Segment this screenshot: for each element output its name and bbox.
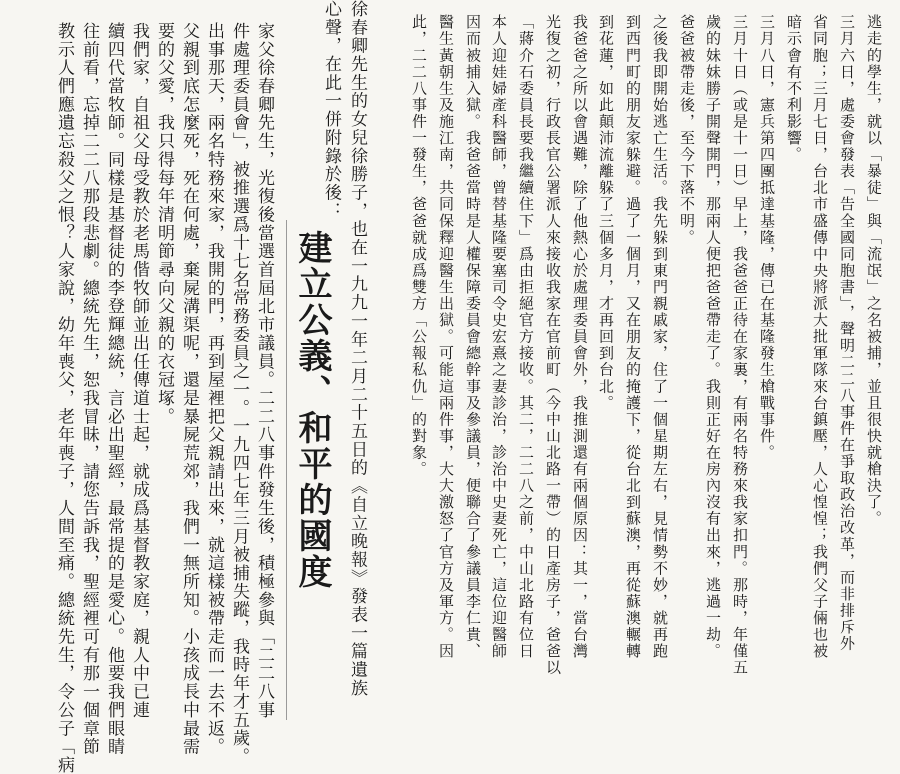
text-column: 「蔣介石委員長要我繼續住下」爲由拒絕官方接收。其二，二二八之前，中山北路有位日 bbox=[517, 14, 535, 660]
text-column: 件處理委員會」，被推選爲十七名常務委員之一。一九四七年三月被捕失蹤，我時年才五歲。 bbox=[229, 22, 249, 766]
text-column: 我們家，自祖父母受教於老馬偕牧師並出任傳道士起，就成爲基督教家庭，親人中已連 bbox=[129, 22, 149, 720]
text-column: 教示人們應遺忘殺父之恨？人家說，幼年喪父，老年喪子，人間至痛。總統先生，令公子「病 bbox=[54, 22, 74, 774]
text-column: 之後我即開始逃亡生活。我先躲到東門親戚家，住了一個星期左右，見情勢不妙，就再跑 bbox=[651, 14, 669, 660]
text-column: 因而被捕入獄。我爸爸當時是人權保障委員會總幹事及參議員，便聯合了參議員李仁貴、 bbox=[464, 14, 482, 660]
lead-column: 心聲，在此一併附錄於後： bbox=[321, 0, 341, 221]
text-column: 家父徐春卿先生，光復後當選首屆北市議員。二二八事件發生後，積極參與「二二八事 bbox=[254, 22, 274, 720]
text-column: 省同胞；三月七日，台北市盛傳中央將派大批軍隊來台鎮壓，人心惶惶；我們父子倆也被 bbox=[811, 14, 829, 660]
text-column: 出事那天，兩名特務來家，我開的門，再到屋裡把父親請出來，就這樣被帶走而一去不返。 bbox=[204, 22, 224, 756]
text-column: 光復之初，行政長官公署派人來接收我家在官前町（今中山北路一帶）的日產房子，爸爸以 bbox=[544, 14, 562, 676]
text-column: 我爸爸之所以會遇難，除了他熱心於處理委員會外，我推測還有兩個原因：其一，當台灣 bbox=[571, 14, 589, 660]
text-column: 父親到底怎麼死，死在何處，棄屍溝渠呢，還是暴屍荒郊，我們一無所知。小孩成長中最需 bbox=[179, 22, 199, 756]
text-column: 爸爸被帶走後，至今下落不明。 bbox=[678, 14, 696, 246]
text-column: 三月十日（或是十一日）早上，我爸爸正待在家裏，有兩名特務來我家扣門。那時，年僅五 bbox=[731, 14, 749, 676]
text-column: 暗示會有不利影響。 bbox=[785, 14, 803, 163]
text-column: 續四代當牧師。同樣是基督徒的李登輝總統，言必出聖經，最常提的是愛心。他要我們眼睛 bbox=[104, 22, 124, 756]
text-column: 要的父愛，我只得每年清明節尋向父親的衣冠塚。 bbox=[154, 22, 174, 426]
text-column: 到花蓮，如此顛沛流離躲了三個多月，才再回到台北。 bbox=[597, 14, 615, 412]
text-column: 本人迎娃婦產科醫師，曾替基隆要塞司令史宏熹之妻診治，診治中史妻死亡，這位迎醫師 bbox=[490, 14, 508, 660]
text-column: 往前看，忘掉二二八那段悲劇。總統先生，恕我冒昧，請您告訴我，聖經裡可有那一個章節 bbox=[79, 22, 99, 756]
text-column: 逃走的學生，就以「暴徒」與「流氓」之名被捕，並且很快就槍決了。 bbox=[865, 14, 883, 528]
divider bbox=[286, 220, 287, 720]
text-column: 歲的妹妹勝子開聲開門，那兩人便把爸爸帶走了。我則正好在房內沒有出來，逃過一劫。 bbox=[704, 14, 722, 660]
text-column: 三月八日，憲兵第四團抵達基隆，傳已在基隆發生槍戰事件。 bbox=[758, 14, 776, 461]
text-column: 三月六日，處委會發表「告全國同胞書」，聲明二二八事件在爭取政治改革，而非排斥外 bbox=[838, 14, 856, 652]
text-column: 到西門町的朋友家躲避。過了一個月，又在朋友的掩護下，從台北到蘇澳，再從蘇澳輾轉 bbox=[624, 14, 642, 660]
lead-column: 徐春卿先生的女兒徐勝子，也在一九九一年二月二十五日的《自立晚報》發表一篇遺族 bbox=[347, 0, 367, 698]
text-column: 此，二二八事件一發生，爸爸就成爲雙方「公報私仇」的對象。 bbox=[410, 14, 428, 478]
article-headline: 建立公義、和平的國度 bbox=[292, 230, 332, 590]
text-column: 醫生黃朝生及施江南，共同保釋迎醫生出獄。可能這兩件事，大大激怒了官方及軍方。因 bbox=[437, 14, 455, 660]
